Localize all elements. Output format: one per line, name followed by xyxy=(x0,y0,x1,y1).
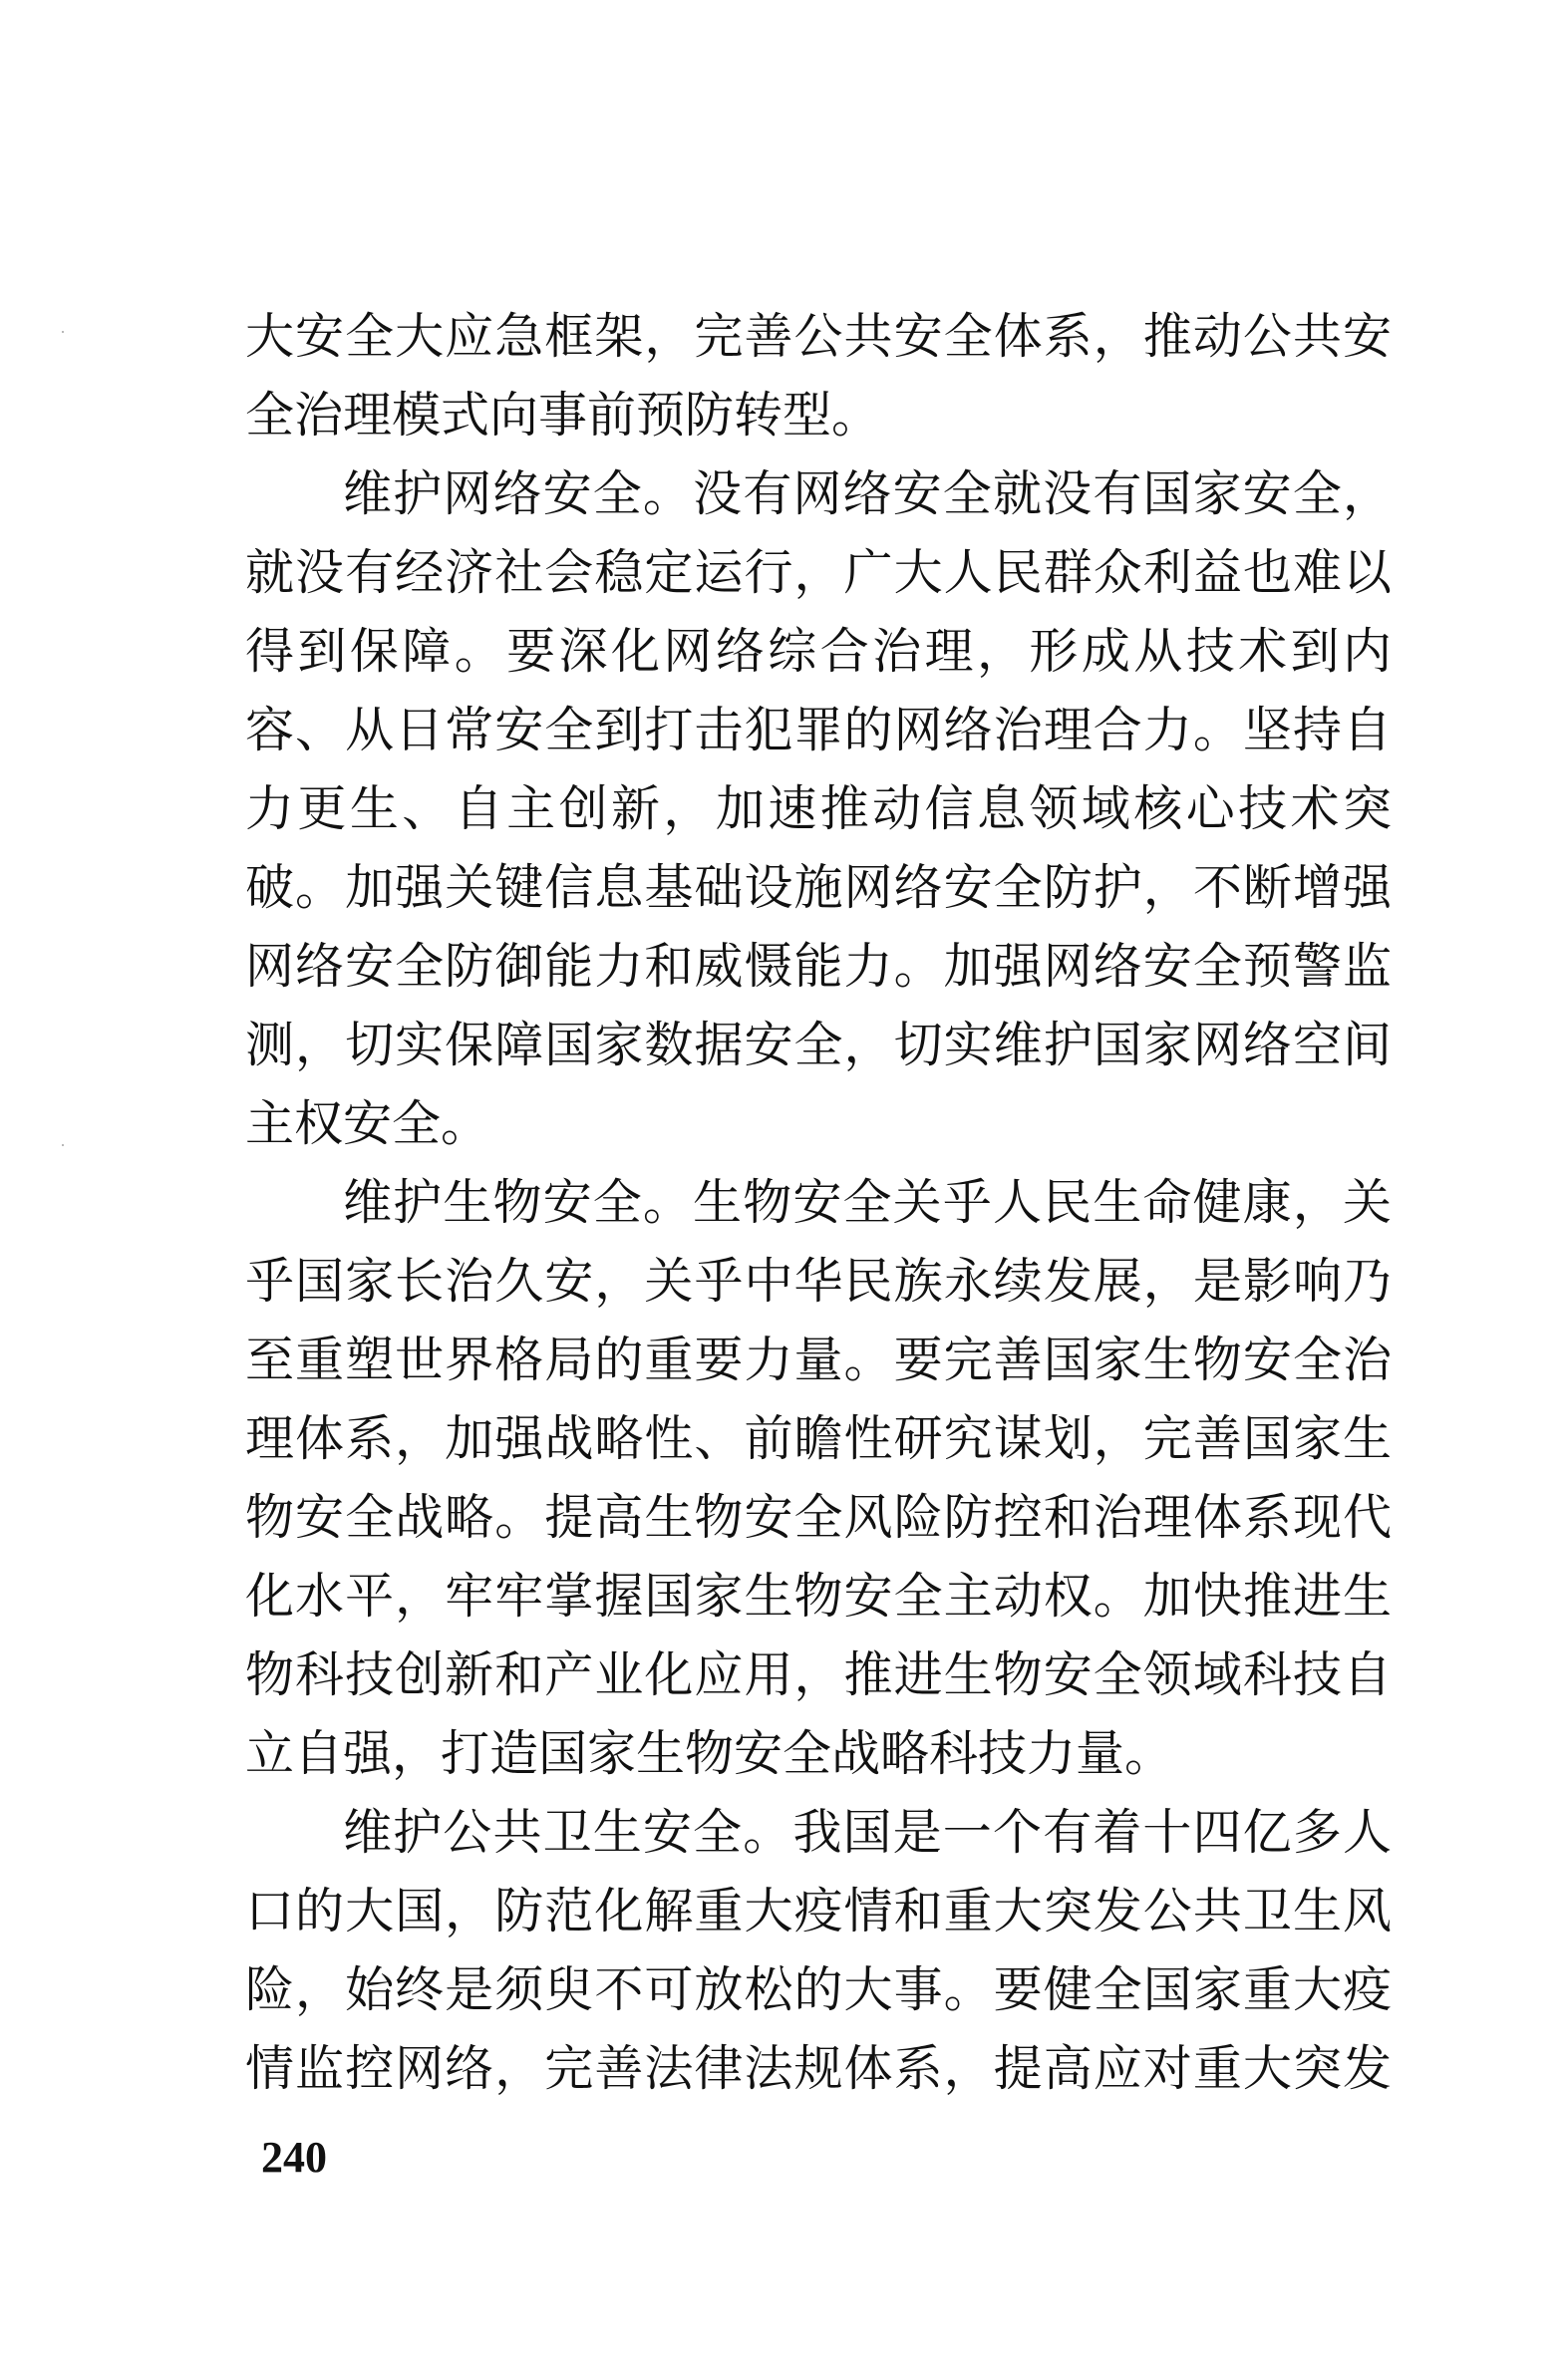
text-line: 力更生、自主创新，加速推动信息领域核心技术突 xyxy=(245,780,1392,837)
text-line: 立自强，打造国家生物安全战略科技力量。 xyxy=(245,1725,1174,1782)
paragraph-first-line: 维护生物安全。生物安全关乎人民生命健康，关 xyxy=(343,1174,1392,1231)
text-line: 测，切实保障国家数据安全，切实维护国家网络空间 xyxy=(245,1017,1392,1073)
paragraph-first-line: 维护公共卫生安全。我国是一个有着十四亿多人 xyxy=(343,1804,1392,1861)
text-line: 主权安全。 xyxy=(245,1095,490,1152)
text-line: 网络安全防御能力和威慑能力。加强网络安全预警监 xyxy=(245,938,1392,995)
text-line: 大安全大应急框架，完善公共安全体系，推动公共安 xyxy=(245,308,1392,365)
text-line: 至重塑世界格局的重要力量。要完善国家生物安全治 xyxy=(245,1332,1392,1388)
text-line: 容、从日常安全到打击犯罪的网络治理合力。坚持自 xyxy=(245,702,1392,758)
page-number: 240 xyxy=(261,2133,327,2182)
text-line: 物安全战略。提高生物安全风险防控和治理体系现代 xyxy=(245,1489,1392,1546)
text-line: 险，始终是须臾不可放松的大事。要健全国家重大疫 xyxy=(245,1961,1392,2018)
text-line: 物科技创新和产业化应用，推进生物安全领域科技自 xyxy=(245,1646,1392,1703)
body-text xyxy=(245,297,1392,2108)
margin-dot xyxy=(62,331,64,333)
text-line: 化水平，牢牢掌握国家生物安全主动权。加快推进生 xyxy=(245,1568,1392,1625)
text-line: 破。加强关键信息基础设施网络安全防护，不断增强 xyxy=(245,859,1392,916)
text-line: 情监控网络，完善法律法规体系，提高应对重大突发 xyxy=(245,2040,1392,2097)
text-line: 口的大国，防范化解重大疫情和重大突发公共卫生风 xyxy=(245,1883,1392,1939)
text-line: 就没有经济社会稳定运行，广大人民群众利益也难以 xyxy=(245,544,1392,601)
text-line: 全治理模式向事前预防转型。 xyxy=(245,387,881,444)
margin-dot xyxy=(62,1144,64,1146)
paragraph-first-line: 维护网络安全。没有网络安全就没有国家安全， xyxy=(343,465,1392,522)
text-line: 理体系，加强战略性、前瞻性研究谋划，完善国家生 xyxy=(245,1410,1392,1467)
text-line: 乎国家长治久安，关乎中华民族永续发展，是影响乃 xyxy=(245,1253,1392,1310)
text-line: 得到保障。要深化网络综合治理，形成从技术到内 xyxy=(245,623,1392,680)
